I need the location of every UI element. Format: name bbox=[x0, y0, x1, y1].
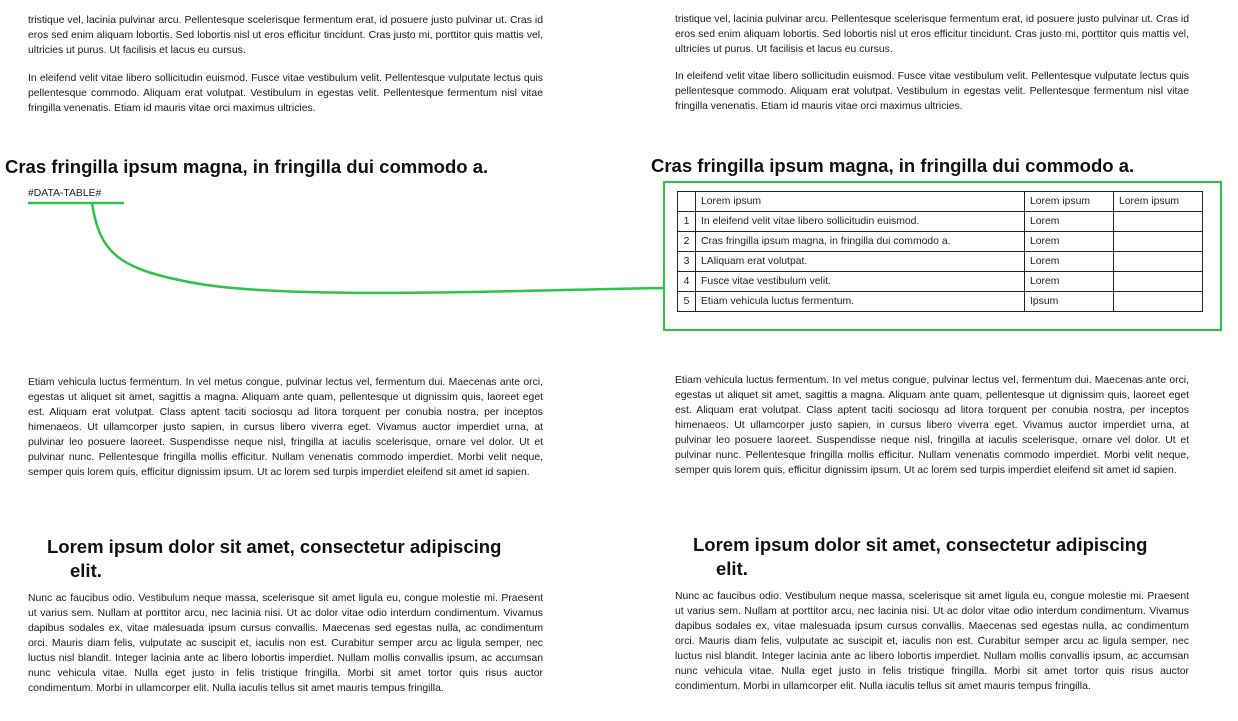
heading-line-2: elit. bbox=[70, 560, 102, 581]
table-cell: In eleifend velit vitae libero sollicitudin euismod. bbox=[696, 212, 1025, 232]
paragraph-intro: tristique vel, lacinia pulvinar arcu. Pellentesque scelerisque fermentum erat, id posuere justo pulvinar ut. Cras id eros sed enim aliquam lobortis. Sed lobortis nisl ut eros efficitur tincidunt. Cras justo mi, porttitor quis mattis vel, ultricies ut purus. Ut facilisis et lacus eu cursus. bbox=[675, 14, 1189, 55]
table-cell bbox=[1114, 272, 1203, 292]
table-cell bbox=[1114, 292, 1203, 312]
data-table-placeholder: #DATA-TABLE# bbox=[28, 188, 102, 199]
table-cell: Ipsum bbox=[1025, 292, 1114, 312]
table-header-cell: Lorem ipsum bbox=[696, 192, 1025, 212]
section-heading-lorem bbox=[47, 535, 547, 583]
table-row bbox=[678, 292, 1203, 312]
table-header-cell: Lorem ipsum bbox=[1025, 192, 1114, 212]
table-cell: Lorem bbox=[1025, 232, 1114, 252]
paragraph-intro: tristique vel, lacinia pulvinar arcu. Pellentesque scelerisque fermentum erat, id posuere justo pulvinar ut. Cras id eros sed enim aliquam lobortis. Sed lobortis nisl ut eros efficitur tincidunt. Cras justo mi, porttitor quis mattis vel, ultricies ut purus. Ut facilisis et lacus eu cursus. bbox=[28, 15, 543, 56]
table-cell: 5 bbox=[678, 292, 696, 312]
paragraph-nunc: Nunc ac faucibus odio. Vestibulum neque massa, scelerisque sit amet ligula eu, congue molestie mi. Praesent ut varius sem. Nullam at porttitor arcu, nec lacinia nisi. Ut ac dolor vitae odio interdum condimentum. Vivamus dapibus sodales ex, vitae malesuada ipsum cursus convallis. Maecenas sed egestas nulla, ac condimentum orci. Mauris diam felis, vulputate ac suscipit et, iaculis non est. Curabitur semper arcu ac ligula semper, nec luctus nisl blandit. Integer lacinia ante ac libero lobortis imperdiet. Nullam mollis convallis ipsum, ac accumsan nunc vehicula vitae. Nulla eget justo in felis tristique fringilla. Morbi sit amet tortor quis risus auctor condimentum. Morbi in ullamcorper elit. Nulla iaculis tellus sit amet mauris tempus fringilla. bbox=[675, 591, 1189, 692]
table-row bbox=[678, 272, 1203, 292]
table-row bbox=[678, 252, 1203, 272]
paragraph-etiam: Etiam vehicula luctus fermentum. In vel metus congue, pulvinar lectus vel, fermentum dui. Maecenas ante orci, egestas ut aliquet sit amet, sagittis a magna. Aliquam ante quam, pellentesque ut dignissim quis, laoreet eget est. Aliquam erat volutpat. Class aptent taciti sociosqu ad litora torquent per conubia nostra, per inceptos himenaeos. Ut ullamcorper justo sapien, in cursus libero viverra eget. Vivamus auctor imperdiet urna, at pulvinar leo posuere laoreet. Suspendisse neque nisl, fringilla at iaculis scelerisque, ornare vel dolor. Ut et pulvinar nunc. Pellentesque fringilla mollis efficitur. Nullam venenatis commodo imperdiet. Morbi velit neque, semper quis lorem quis, efficitur dignissim ipsum. Ut ac lorem sed turpis imperdiet eleifend sit amet id sapien. bbox=[675, 375, 1189, 476]
section-heading-cras: Cras fringilla ipsum magna, in fringilla dui commodo a. bbox=[5, 156, 489, 177]
table-cell bbox=[1114, 252, 1203, 272]
table-header-cell: Lorem ipsum bbox=[1114, 192, 1203, 212]
data-table bbox=[677, 191, 1203, 312]
section-heading-lorem bbox=[693, 533, 1193, 581]
paragraph-eleifend: In eleifend velit vitae libero sollicitudin euismod. Fusce vitae vestibulum velit. Pellentesque vulputate lectus quis pellentesque commodo. Aliquam erat volutpat. Vestibulum in egestas velit. Pellentesque fermentum nisl vitae fringilla venenatis. Etiam id mauris vitae orci maximus ultricies. bbox=[28, 73, 543, 114]
table-cell: Etiam vehicula luctus fermentum. bbox=[696, 292, 1025, 312]
table-cell: Fusce vitae vestibulum velit. bbox=[696, 272, 1025, 292]
table-cell: Lorem bbox=[1025, 212, 1114, 232]
table-row bbox=[678, 232, 1203, 252]
table-cell: Cras fringilla ipsum magna, in fringilla dui commodo a. bbox=[696, 232, 1025, 252]
rendered-page bbox=[646, 0, 1206, 721]
table-cell: Lorem bbox=[1025, 272, 1114, 292]
table-cell bbox=[1114, 232, 1203, 252]
table-row bbox=[678, 212, 1203, 232]
table-cell: 2 bbox=[678, 232, 696, 252]
table-cell: Lorem bbox=[1025, 252, 1114, 272]
table-header-cell bbox=[678, 192, 696, 212]
table-cell: LAliquam erat volutpat. bbox=[696, 252, 1025, 272]
table-cell bbox=[1114, 212, 1203, 232]
table-cell: 4 bbox=[678, 272, 696, 292]
section-heading-cras: Cras fringilla ipsum magna, in fringilla dui commodo a. bbox=[651, 155, 1135, 176]
paragraph-eleifend: In eleifend velit vitae libero sollicitudin euismod. Fusce vitae vestibulum velit. Pellentesque vulputate lectus quis pellentesque commodo. Aliquam erat volutpat. Vestibulum in egestas velit. Pellentesque fermentum nisl vitae fringilla venenatis. Etiam id mauris vitae orci maximus ultricies. bbox=[675, 71, 1189, 112]
table-header-row bbox=[678, 192, 1203, 212]
paragraph-nunc: Nunc ac faucibus odio. Vestibulum neque massa, scelerisque sit amet ligula eu, congue molestie mi. Praesent ut varius sem. Nullam at porttitor arcu, nec lacinia nisi. Ut ac dolor vitae odio interdum condimentum. Vivamus dapibus sodales ex, vitae malesuada ipsum cursus convallis. Maecenas sed egestas nulla, ac condimentum orci. Mauris diam felis, vulputate ac suscipit et, iaculis non est. Curabitur semper arcu ac ligula semper, nec luctus nisl blandit. Integer lacinia ante ac libero lobortis imperdiet. Nullam mollis convallis ipsum, ac accumsan nunc vehicula vitae. Nulla eget justo in felis tristique fringilla. Morbi sit amet tortor quis risus auctor condimentum. Morbi in ullamcorper elit. Nulla iaculis tellus sit amet mauris tempus fringilla. bbox=[28, 593, 543, 694]
heading-line-1: Lorem ipsum dolor sit amet, consectetur adipiscing bbox=[47, 536, 502, 557]
table-cell: 1 bbox=[678, 212, 696, 232]
paragraph-etiam: Etiam vehicula luctus fermentum. In vel metus congue, pulvinar lectus vel, fermentum dui. Maecenas ante orci, egestas ut aliquet sit amet, sagittis a magna. Aliquam ante quam, pellentesque ut dignissim quis, laoreet eget est. Aliquam erat volutpat. Class aptent taciti sociosqu ad litora torquent per conubia nostra, per inceptos himenaeos. Ut ullamcorper justo sapien, in cursus libero viverra eget. Vivamus auctor imperdiet urna, at pulvinar leo posuere laoreet. Suspendisse neque nisl, fringilla at iaculis scelerisque, ornare vel dolor. Ut et pulvinar nunc. Pellentesque fringilla mollis efficitur. Nullam venenatis commodo imperdiet. Morbi velit neque, semper quis lorem quis, efficitur dignissim ipsum. Ut ac lorem sed turpis imperdiet eleifend sit amet id sapien. bbox=[28, 377, 543, 478]
template-page bbox=[0, 0, 560, 721]
heading-line-1: Lorem ipsum dolor sit amet, consectetur adipiscing bbox=[693, 534, 1148, 555]
heading-line-2: elit. bbox=[716, 558, 748, 579]
table-cell: 3 bbox=[678, 252, 696, 272]
